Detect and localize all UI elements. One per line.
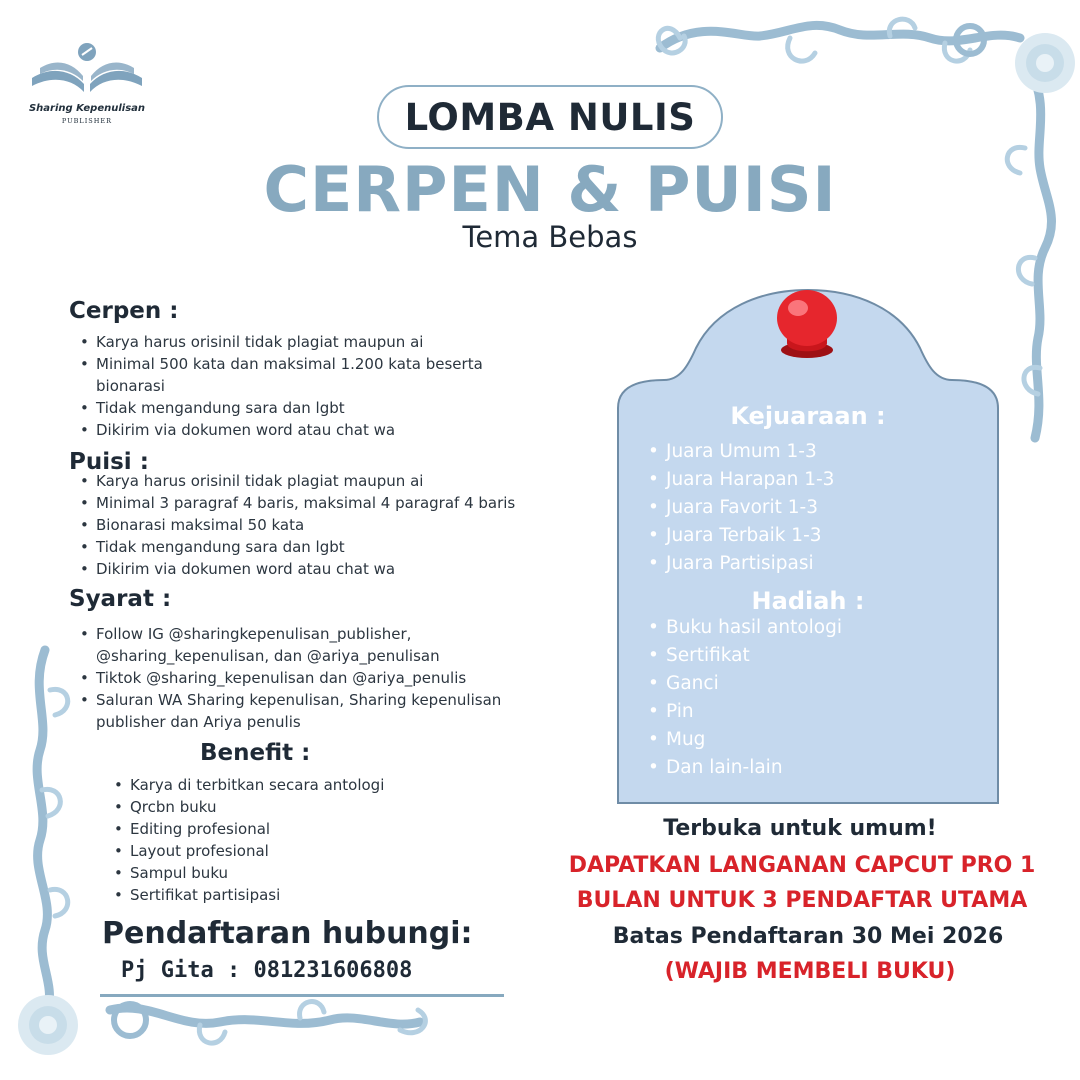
list-item: • Mug (648, 726, 978, 754)
list-item: • Follow IG @sharingkepenulisan_publisher, @sharing_kepenulisan, dan @ariya_penulisan (78, 623, 528, 667)
hadiah-list (648, 614, 978, 782)
promo-line-2: BULAN UNTUK 3 PENDAFTAR UTAMA (576, 888, 1028, 913)
registration-heading: Pendaftaran hubungi: (102, 916, 473, 951)
list-item: • Sertifikat partisipasi (112, 884, 472, 906)
must-buy-note: (WAJIB MEMBELI BUKU) (664, 959, 956, 984)
page-title: CERPEN & PUISI (263, 153, 837, 226)
list-item: • Minimal 500 kata dan maksimal 1.200 kata beserta bionarasi (78, 353, 518, 397)
kejuaraan-heading: Kejuaraan : (730, 402, 886, 430)
logo-tagline: PUBLISHER (61, 117, 113, 125)
list-item: • Karya di terbitkan secara antologi (112, 774, 472, 796)
registration-contact: Pj Gita : 081231606808 (121, 958, 413, 983)
list-item: • Karya harus orisinil tidak plagiat maupun ai (78, 470, 558, 492)
list-item: • Tidak mengandung sara dan lgbt (78, 536, 558, 558)
list-item: • Tidak mengandung sara dan lgbt (78, 397, 518, 419)
kejuaraan-list (648, 438, 978, 578)
list-item: • Editing profesional (112, 818, 472, 840)
syarat-list (78, 623, 528, 733)
puisi-heading: Puisi : (69, 449, 149, 475)
page-subtitle: Tema Bebas (462, 220, 638, 254)
syarat-heading: Syarat : (69, 586, 172, 612)
hadiah-heading: Hadiah : (751, 587, 865, 615)
list-item: • Juara Harapan 1-3 (648, 466, 978, 494)
open-book-icon (26, 38, 148, 100)
list-item: • Bionarasi maksimal 50 kata (78, 514, 558, 536)
benefit-list (112, 774, 472, 906)
cerpen-heading: Cerpen : (69, 298, 179, 324)
list-item: • Dikirim via dokumen word atau chat wa (78, 419, 518, 441)
divider-line (100, 994, 504, 997)
event-pill: LOMBA NULIS (377, 85, 723, 149)
open-to-public-text: Terbuka untuk umum! (663, 816, 937, 841)
list-item: • Tiktok @sharing_kepenulisan dan @ariya_penulis (78, 667, 528, 689)
list-item: • Pin (648, 698, 978, 726)
list-item: • Buku hasil antologi (648, 614, 978, 642)
list-item: • Minimal 3 paragraf 4 baris, maksimal 4 paragraf 4 baris (78, 492, 558, 514)
list-item: • Ganci (648, 670, 978, 698)
benefit-heading: Benefit : (200, 740, 311, 766)
publisher-logo (26, 38, 148, 138)
list-item: • Dan lain-lain (648, 754, 978, 782)
list-item: • Juara Umum 1-3 (648, 438, 978, 466)
deadline-text: Batas Pendaftaran 30 Mei 2026 (612, 924, 1004, 949)
list-item: • Juara Partisipasi (648, 550, 978, 578)
list-item: • Dikirim via dokumen word atau chat wa (78, 558, 558, 580)
list-item: • Layout profesional (112, 840, 472, 862)
list-item: • Qrcbn buku (112, 796, 472, 818)
list-item: • Juara Favorit 1-3 (648, 494, 978, 522)
cerpen-list (78, 331, 518, 441)
promo-line-1: DAPATKAN LANGANAN CAPCUT PRO 1 (568, 853, 1036, 878)
list-item: • Juara Terbaik 1-3 (648, 522, 978, 550)
list-item: • Saluran WA Sharing kepenulisan, Sharing kepenulisan publisher dan Ariya penulis (78, 689, 528, 733)
logo-brand-name: Sharing Kepenulisan (28, 103, 146, 114)
list-item: • Sampul buku (112, 862, 472, 884)
puisi-list (78, 470, 558, 580)
list-item: • Sertifikat (648, 642, 978, 670)
push-pin-icon (770, 288, 844, 360)
list-item: • Karya harus orisinil tidak plagiat maupun ai (78, 331, 518, 353)
